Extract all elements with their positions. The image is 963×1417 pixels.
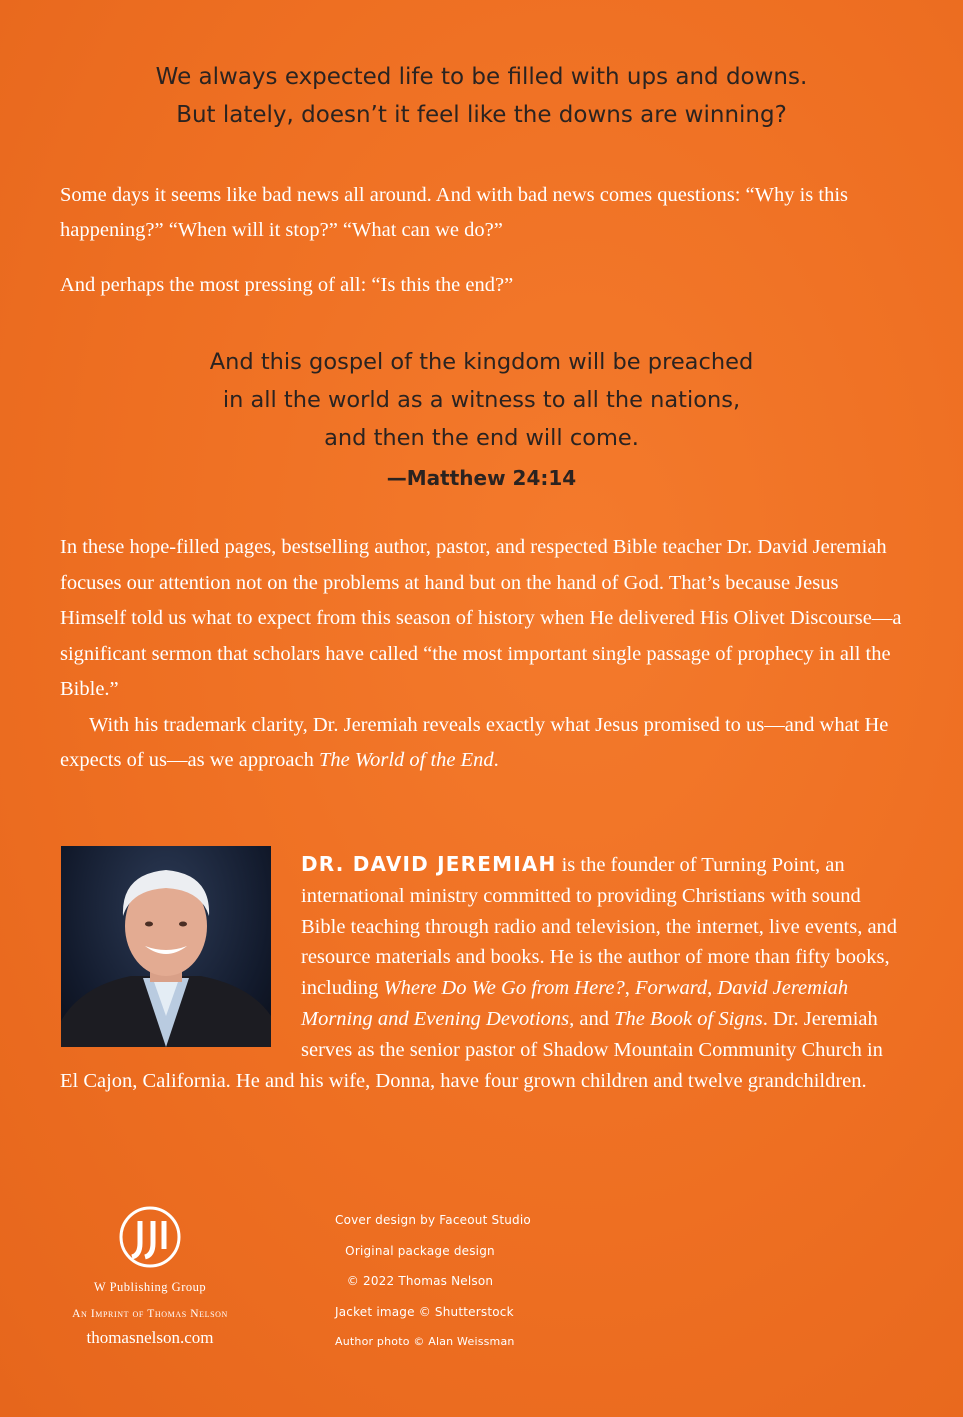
bio-text: , (624, 977, 636, 1000)
credit-line: Cover design by Faceout Studio (335, 1213, 531, 1227)
headline-line: We always expected life to be filled with ups and downs. (155, 64, 808, 90)
credit-line: © 2022 Thomas Nelson (346, 1274, 494, 1288)
credit-line: Jacket image © Shutterstock (335, 1304, 514, 1319)
headline-line: But lately, doesn’t it feel like the downs are winning? (176, 102, 787, 128)
book-description (60, 530, 905, 779)
credit-line: Original package design (345, 1243, 495, 1258)
publisher-name: W Publishing Group (93, 1280, 207, 1294)
bio-text: , and (569, 1007, 615, 1030)
book-title: Forward (635, 977, 708, 1000)
intro-question: And perhaps the most pressing of all: “Is this the end?” (60, 274, 514, 296)
w-publishing-logo-icon (118, 1205, 182, 1269)
bio-text: is the founder of Turning Point, an international ministry committed to providing Christians with sound Bible teaching through radio and television, the internet, live events, and resource materials and books. He is the author of more than fifty books, including (301, 854, 898, 1000)
bio-text: . Dr. Jeremiah serves as the senior pastor of Shadow Mountain Community Church in El Cajon, California. He and his wife, Donna, have four grown children and twelve grandchildren. (60, 1007, 883, 1092)
bio-text: , (707, 977, 718, 1000)
description-paragraph: In these hope-filled pages, bestselling author, pastor, and respected Bible teacher Dr. David Jeremiah focuses our attention not on the problems at hand but on the hand of God. That’s because Jesus Himself told us what to expect from this season of history when He delivered His Olivet Discourse—a significant sermon that scholars have called “the most important single passage of prophecy in all the Bible.” (60, 536, 902, 700)
book-title: The World of the End (319, 749, 494, 771)
headline (0, 58, 963, 134)
scripture-line: in all the world as a witness to all the nations, (222, 387, 741, 413)
book-title: The Book of Signs (614, 1007, 763, 1030)
scripture-line: and then the end will come. (324, 425, 639, 451)
author-name: DR. DAVID JEREMIAH (301, 852, 557, 876)
publisher-imprint: An Imprint of Thomas Nelson (72, 1308, 228, 1320)
scripture-quote (0, 343, 963, 457)
scripture-reference: —Matthew 24:14 (386, 466, 577, 490)
design-credits (335, 1205, 531, 1358)
book-title: David Jeremiah Morning and Evening Devotions (301, 977, 849, 1030)
book-title: Where Do We Go from Here? (383, 977, 625, 1000)
description-text: With his trademark clarity, Dr. Jeremiah reveals exactly what Jesus promised to us—and what He expects of us—as we approach (60, 713, 889, 771)
intro-paragraph: Some days it seems like bad news all around. And with bad news comes questions: “Why is this happening?” “When will it stop?” “What can we do?” (60, 184, 848, 241)
credit-line: Author photo © Alan Weissman (335, 1335, 515, 1348)
description-text: . (493, 749, 499, 771)
scripture-line: And this gospel of the kingdom will be preached (209, 349, 754, 375)
photo-spacer (60, 849, 301, 1065)
description-paragraph (60, 708, 905, 779)
publisher-website: thomasnelson.com (86, 1328, 214, 1347)
author-bio (60, 849, 905, 1096)
publisher-block (60, 1205, 240, 1348)
